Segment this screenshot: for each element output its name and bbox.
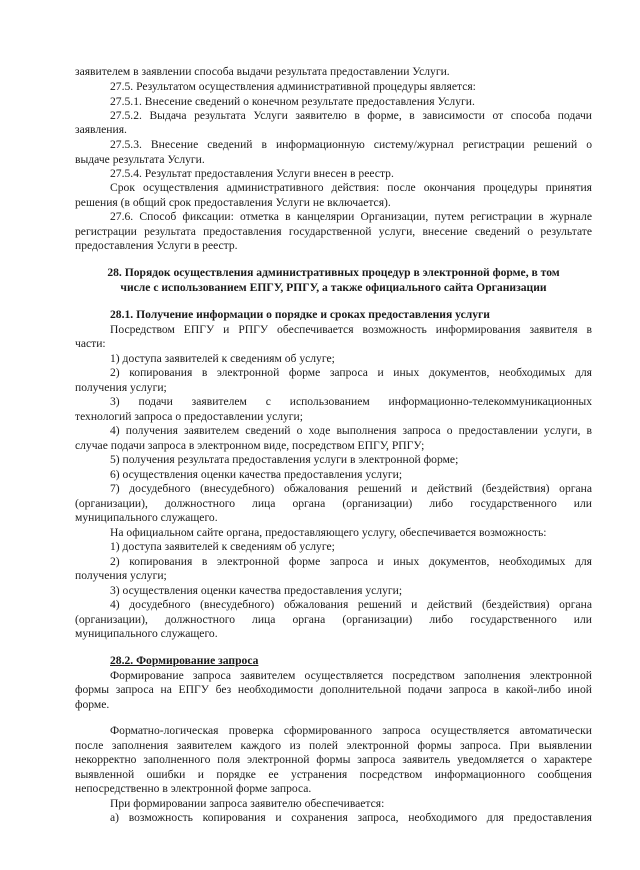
section-heading: числе с использованием ЕПГУ, РПГУ, а также официального сайта Организации bbox=[120, 281, 547, 294]
text-line: 27.5.3. Внесение сведений в информационную систему/журнал регистрации решений о bbox=[110, 138, 592, 151]
list-item: 5) получения результата предоставления услуги в электронной форме; bbox=[110, 453, 459, 466]
text-line: некорректно заполненного поля электронной формы запроса заявитель уведомляется о характере bbox=[75, 753, 592, 766]
list-item: 2) копирования в электронной форме запроса и иных документов, необходимых для bbox=[110, 366, 592, 379]
text-line: получения услуги; bbox=[75, 569, 167, 582]
text-line: (организации), должностного лица органа (организации) либо государственного или bbox=[75, 497, 592, 510]
text-line: Срок осуществления административного действия: после окончания процедуры принятия bbox=[110, 181, 592, 194]
text-line: При формировании запроса заявителю обеспечивается: bbox=[110, 797, 385, 810]
list-item: 2) копирования в электронной форме запроса и иных документов, необходимых для bbox=[110, 555, 592, 568]
text-line: Форматно-логическая проверка сформированного запроса осуществляется автоматически bbox=[110, 724, 592, 737]
text-line: регистрации результата предоставления государственной услуги, внесение сведений о результате bbox=[75, 225, 592, 238]
text-line: после заполнения заявителем каждого из полей электронной формы запроса. При выявлении bbox=[75, 739, 592, 752]
text-line: выдаче результата Услуги. bbox=[75, 153, 205, 166]
text-line: На официальном сайте органа, предоставляющего услугу, обеспечивается возможность: bbox=[110, 526, 547, 539]
list-item: 4) получения заявителем сведений о ходе выполнения запроса о предоставлении услуги, в bbox=[110, 424, 592, 437]
text-line: 27.6. Способ фиксации: отметка в канцелярии Организации, путем регистрации в журнале bbox=[110, 210, 592, 223]
text-line: муниципального служащего. bbox=[75, 511, 218, 524]
text-line: Формирование запроса заявителем осуществляется посредством заполнения электронной bbox=[110, 669, 592, 682]
text-line: технологий запроса о предоставлении услуги; bbox=[75, 410, 303, 423]
list-item: 6) осуществления оценки качества предоставления услуги; bbox=[110, 468, 403, 481]
list-item: 3) осуществления оценки качества предоставления услуги; bbox=[110, 584, 403, 597]
text-line: 27.5. Результатом осуществления административной процедуры является: bbox=[110, 80, 476, 93]
text-line: 27.5.2. Выдача результата Услуги заявителю в форме, в зависимости от способа подачи bbox=[110, 109, 592, 122]
text-line: заявления. bbox=[75, 123, 127, 136]
text-line: части: bbox=[75, 337, 106, 350]
text-line: получения услуги; bbox=[75, 381, 167, 394]
text-line: (организации), должностного лица органа (организации) либо государственного или bbox=[75, 613, 592, 626]
text-line: 27.5.4. Результат предоставления Услуги внесен в реестр. bbox=[110, 167, 394, 180]
list-item: 3) подачи заявителем с использованием информационно-телекоммуникационных bbox=[110, 395, 592, 408]
text-line: предоставления Услуги в реестр. bbox=[75, 239, 238, 252]
text-line: заявителем в заявлении способа выдачи результата предоставлении Услуги. bbox=[75, 65, 450, 78]
subsection-heading: 28.1. Получение информации о порядке и сроках предоставления услуги bbox=[110, 308, 490, 321]
text-line: формы запроса на ЕПГУ без необходимости дополнительной подачи запроса в какой-либо иной bbox=[75, 683, 592, 696]
section-heading: 28. Порядок осуществления административных процедур в электронной форме, в том bbox=[107, 266, 560, 279]
text-line: форме. bbox=[75, 698, 110, 711]
list-item: 7) досудебного (внесудебного) обжалования решений и действий (бездействия) органа bbox=[110, 482, 592, 495]
list-item: а) возможность копирования и сохранения запроса, необходимого для предоставления bbox=[110, 811, 592, 824]
text-line: непосредственно в электронной форме запроса. bbox=[75, 782, 312, 795]
text-line: выявленной ошибки и порядке ее устранения посредством информационного сообщения bbox=[75, 768, 592, 781]
text-line: 27.5.1. Внесение сведений о конечном результате предоставления Услуги. bbox=[110, 95, 475, 108]
list-item: 4) досудебного (внесудебного) обжалования решений и действий (бездействия) органа bbox=[110, 598, 592, 611]
list-item: 1) доступа заявителей к сведениям об услуге; bbox=[110, 352, 335, 365]
list-item: 1) доступа заявителей к сведениям об услуге; bbox=[110, 540, 335, 553]
subsection-heading: 28.2. Формирование запроса bbox=[110, 654, 259, 667]
text-line: Посредством ЕПГУ и РПГУ обеспечивается возможность информирования заявителя в bbox=[110, 323, 592, 336]
text-line: решения (в общий срок предоставления Услуги не включается). bbox=[75, 196, 391, 209]
text-line: муниципального служащего. bbox=[75, 627, 218, 640]
text-line: случае подачи запроса в электронном виде, посредством ЕПГУ, РПГУ; bbox=[75, 439, 425, 452]
